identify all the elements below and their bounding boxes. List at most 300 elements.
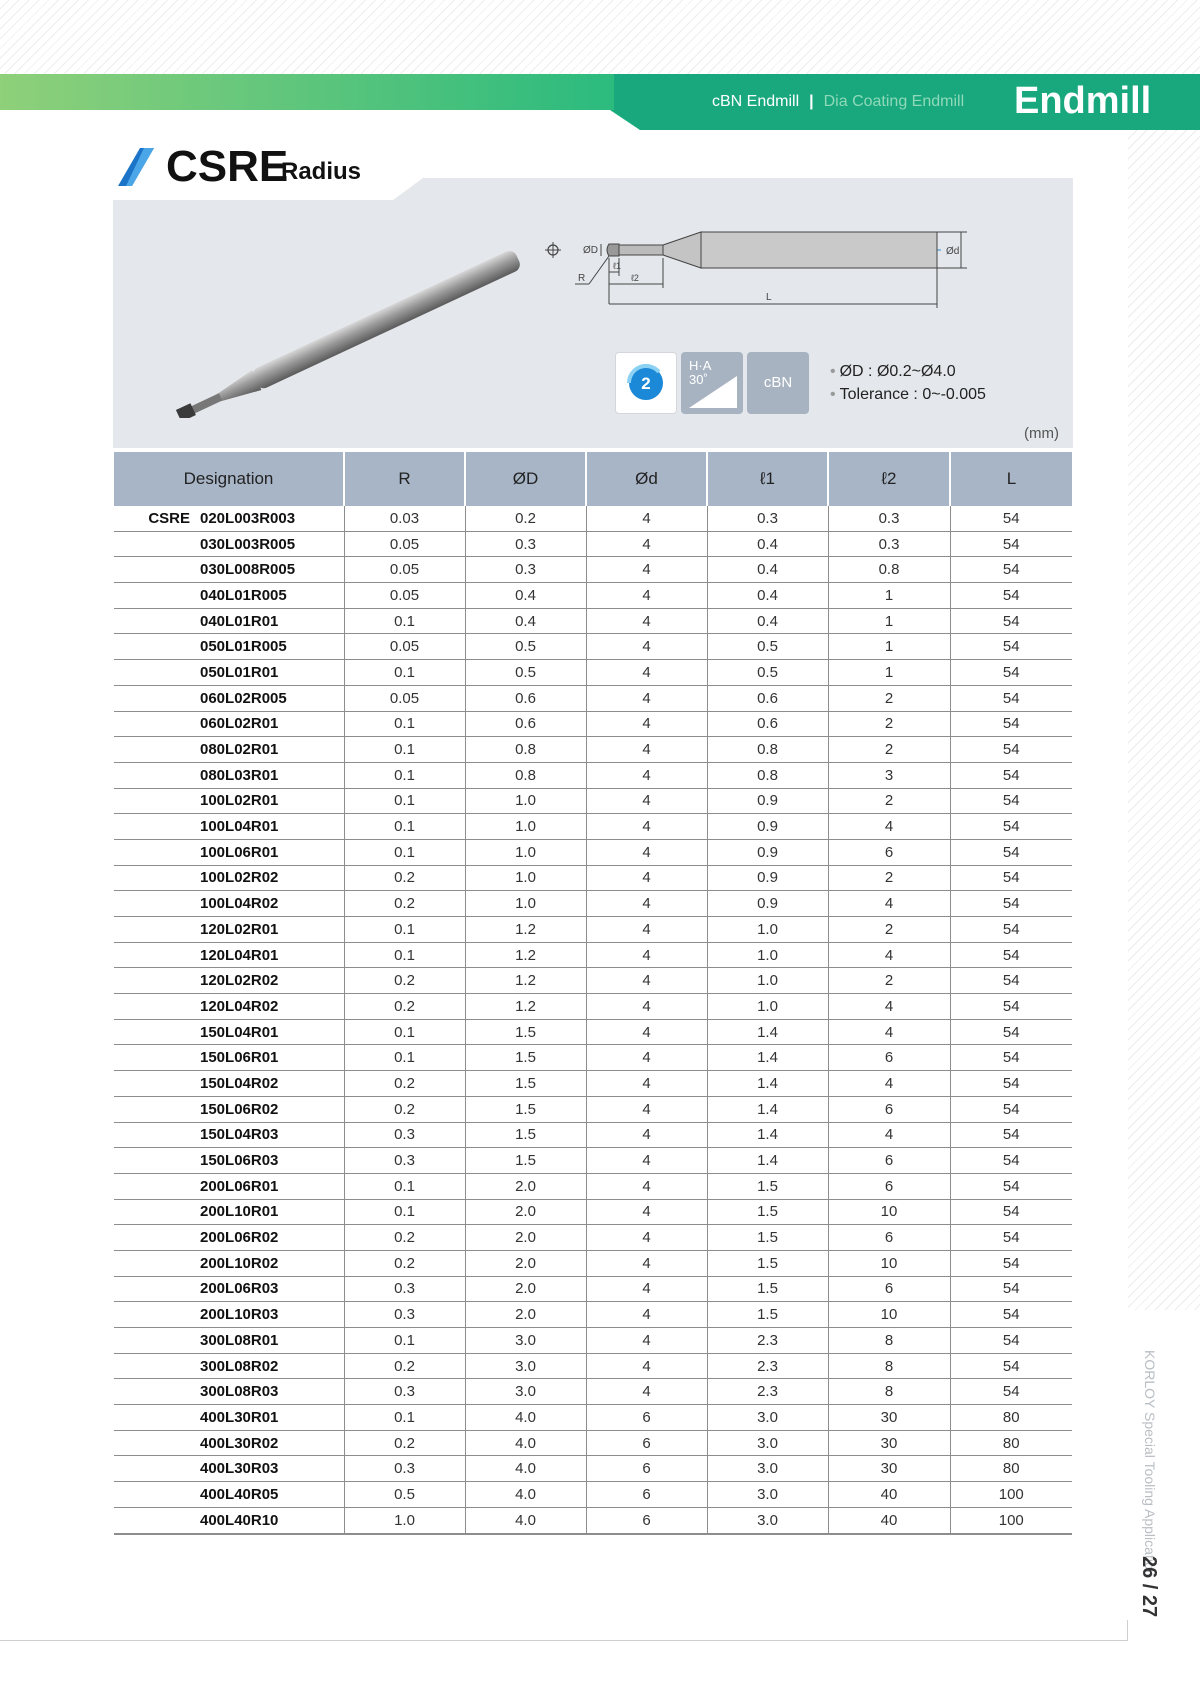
r-value: 0.2 — [344, 1225, 465, 1251]
designation-code: 200L06R02 — [200, 1229, 279, 1247]
designation-prefix: CSRE — [148, 509, 190, 527]
shank-diameter-value: 4 — [586, 634, 707, 660]
l1-value: 3.0 — [707, 1507, 828, 1533]
head-diameter-value: 0.4 — [465, 583, 586, 609]
designation-cell — [114, 506, 344, 531]
designation-code: 120L04R01 — [200, 946, 279, 964]
flute-count-badge — [615, 352, 677, 414]
side-brand-text: KORLOY Special Tooling Application — [1142, 1350, 1158, 1578]
designation-cell — [114, 1250, 344, 1276]
designation-code: 400L30R02 — [200, 1434, 279, 1452]
shank-diameter-value: 4 — [586, 839, 707, 865]
l2-value: 6 — [828, 1148, 950, 1174]
head-diameter-value: 0.3 — [465, 531, 586, 557]
l1-value: 1.4 — [707, 1122, 828, 1148]
r-value: 0.1 — [344, 917, 465, 943]
l1-value: 3.0 — [707, 1430, 828, 1456]
table-row — [114, 1353, 1072, 1379]
table-row — [114, 788, 1072, 814]
side-hatch-pattern — [1128, 130, 1200, 1310]
l1-value: 3.0 — [707, 1456, 828, 1482]
r-value: 0.1 — [344, 1199, 465, 1225]
l2-value: 6 — [828, 839, 950, 865]
table-row — [114, 1019, 1072, 1045]
head-diameter-value: 3.0 — [465, 1379, 586, 1405]
length-value: 54 — [950, 1019, 1072, 1045]
length-value: 54 — [950, 1148, 1072, 1174]
length-value: 80 — [950, 1405, 1072, 1431]
shank-diameter-value: 4 — [586, 891, 707, 917]
designation-cell — [114, 814, 344, 840]
flute-count: 2 — [641, 374, 651, 393]
r-value: 0.3 — [344, 1302, 465, 1328]
two-flute-icon — [616, 353, 676, 413]
r-value: 0.2 — [344, 891, 465, 917]
head-diameter-value: 2.0 — [465, 1173, 586, 1199]
r-value: 0.1 — [344, 1405, 465, 1431]
shank-diameter-value: 4 — [586, 1379, 707, 1405]
head-diameter-value: 1.5 — [465, 1096, 586, 1122]
r-value: 0.2 — [344, 1096, 465, 1122]
length-value: 54 — [950, 814, 1072, 840]
table-row — [114, 1456, 1072, 1482]
shank-diameter-label: Ød — [946, 246, 960, 257]
l1-value: 0.6 — [707, 711, 828, 737]
table-row — [114, 762, 1072, 788]
length-value: 54 — [950, 1173, 1072, 1199]
shank-diameter-value: 4 — [586, 1225, 707, 1251]
l1-value: 1.5 — [707, 1173, 828, 1199]
designation-code: 300L08R02 — [200, 1357, 279, 1375]
table-row — [114, 1482, 1072, 1508]
designation-code: 100L02R01 — [200, 792, 279, 810]
length-value: 54 — [950, 557, 1072, 583]
designation-code: 200L06R03 — [200, 1280, 279, 1298]
l1-value: 0.9 — [707, 865, 828, 891]
shank-diameter-value: 4 — [586, 1353, 707, 1379]
l1-value: 0.6 — [707, 685, 828, 711]
designation-code: 400L40R05 — [200, 1485, 279, 1503]
head-diameter-value: 0.5 — [465, 660, 586, 686]
designation-cell — [114, 557, 344, 583]
length-value: 54 — [950, 994, 1072, 1020]
l2-value: 1 — [828, 660, 950, 686]
designation-cell — [114, 1019, 344, 1045]
head-diameter-value: 1.5 — [465, 1071, 586, 1097]
head-diameter-value: 4.0 — [465, 1405, 586, 1431]
length-value: 54 — [950, 1276, 1072, 1302]
r-value: 0.1 — [344, 1173, 465, 1199]
shank-diameter-value: 4 — [586, 1276, 707, 1302]
table-row — [114, 1071, 1072, 1097]
head-diameter-value: 4.0 — [465, 1482, 586, 1508]
l1-value: 1.4 — [707, 1148, 828, 1174]
shank-diameter-value: 4 — [586, 917, 707, 943]
designation-code: 120L02R02 — [200, 972, 279, 990]
shank-diameter-value: 4 — [586, 1019, 707, 1045]
l2-value: 10 — [828, 1250, 950, 1276]
l2-value: 0.3 — [828, 531, 950, 557]
l1-value: 2.3 — [707, 1328, 828, 1354]
spec-list — [830, 360, 986, 406]
shank-diameter-value: 4 — [586, 1173, 707, 1199]
helix-angle-icon — [681, 352, 743, 414]
designation-cell — [114, 788, 344, 814]
l1-value: 1.0 — [707, 942, 828, 968]
spec-tolerance: • Tolerance : 0~-0.005 — [830, 386, 986, 403]
head-diameter-value: 2.0 — [465, 1225, 586, 1251]
l2-value: 30 — [828, 1430, 950, 1456]
shank-diameter-value: 4 — [586, 1071, 707, 1097]
shank-diameter-value: 6 — [586, 1456, 707, 1482]
designation-code: 060L02R01 — [200, 715, 279, 733]
r-value: 0.2 — [344, 1250, 465, 1276]
designation-cell — [114, 839, 344, 865]
table-row — [114, 891, 1072, 917]
table-row — [114, 839, 1072, 865]
designation-table — [114, 452, 1072, 1535]
shank-diameter-value: 4 — [586, 1148, 707, 1174]
head-diameter-value: 0.8 — [465, 762, 586, 788]
l2-value: 1 — [828, 583, 950, 609]
shank-diameter-value: 4 — [586, 711, 707, 737]
length-value: 54 — [950, 762, 1072, 788]
table-row — [114, 814, 1072, 840]
designation-code: 080L03R01 — [200, 766, 279, 784]
length-value: 54 — [950, 1250, 1072, 1276]
table-row — [114, 1302, 1072, 1328]
table-row — [114, 917, 1072, 943]
head-diameter-value: 2.0 — [465, 1302, 586, 1328]
l2-value: 4 — [828, 942, 950, 968]
table-body — [114, 506, 1072, 1534]
designation-cell — [114, 685, 344, 711]
l1-value: 2.3 — [707, 1353, 828, 1379]
table-row — [114, 1148, 1072, 1174]
head-diameter-value: 1.5 — [465, 1122, 586, 1148]
head-diameter-value: 0.5 — [465, 634, 586, 660]
l2-value: 2 — [828, 685, 950, 711]
designation-cell — [114, 634, 344, 660]
spec-diameter-range: • ØD : Ø0.2~Ø4.0 — [830, 363, 956, 380]
table-row — [114, 1045, 1072, 1071]
length-value: 54 — [950, 1302, 1072, 1328]
table-row — [114, 531, 1072, 557]
shank-diameter-value: 4 — [586, 660, 707, 686]
length-value: 54 — [950, 634, 1072, 660]
material-badge: cBN — [747, 352, 809, 414]
l1-value: 1.4 — [707, 1019, 828, 1045]
designation-cell — [114, 1199, 344, 1225]
designation-cell — [114, 1148, 344, 1174]
l2-value: 4 — [828, 1071, 950, 1097]
length-value: 54 — [950, 1328, 1072, 1354]
l2-label: ℓ2 — [631, 273, 639, 283]
length-label: L — [766, 292, 772, 303]
r-value: 0.3 — [344, 1456, 465, 1482]
length-value: 54 — [950, 788, 1072, 814]
shank-diameter-value: 4 — [586, 968, 707, 994]
table-row — [114, 634, 1072, 660]
l2-value: 4 — [828, 814, 950, 840]
designation-cell — [114, 1302, 344, 1328]
length-value: 54 — [950, 1122, 1072, 1148]
length-value: 54 — [950, 1199, 1072, 1225]
top-hatch-pattern — [0, 0, 1200, 74]
shank-diameter-value: 4 — [586, 1045, 707, 1071]
l1-value: 2.3 — [707, 1379, 828, 1405]
r-value: 0.1 — [344, 942, 465, 968]
designation-cell — [114, 1405, 344, 1431]
designation-code: 120L02R01 — [200, 920, 279, 938]
l1-value: 3.0 — [707, 1405, 828, 1431]
designation-cell — [114, 942, 344, 968]
designation-cell — [114, 1507, 344, 1533]
table-row — [114, 660, 1072, 686]
l2-value: 40 — [828, 1507, 950, 1533]
designation-cell — [114, 994, 344, 1020]
length-value: 54 — [950, 1379, 1072, 1405]
shank-diameter-value: 4 — [586, 531, 707, 557]
shank-diameter-value: 4 — [586, 1122, 707, 1148]
head-diameter-value: 0.8 — [465, 737, 586, 763]
col-l2: ℓ2 — [828, 452, 950, 506]
head-diameter-value: 1.2 — [465, 994, 586, 1020]
table-row — [114, 1250, 1072, 1276]
r-value: 0.1 — [344, 762, 465, 788]
designation-code: 400L30R01 — [200, 1408, 279, 1426]
l1-value: 1.5 — [707, 1276, 828, 1302]
r-value: 0.05 — [344, 634, 465, 660]
table-row — [114, 737, 1072, 763]
length-value: 54 — [950, 506, 1072, 531]
head-diameter-value: 0.4 — [465, 608, 586, 634]
r-value: 0.2 — [344, 994, 465, 1020]
l2-value: 3 — [828, 762, 950, 788]
l1-value: 1.5 — [707, 1250, 828, 1276]
breadcrumb-separator: | — [809, 93, 814, 110]
length-value: 54 — [950, 917, 1072, 943]
designation-code: 120L04R02 — [200, 997, 279, 1015]
l1-value: 1.5 — [707, 1302, 828, 1328]
l2-value: 40 — [828, 1482, 950, 1508]
product-image-panel — [113, 178, 1073, 448]
designation-code: 200L10R02 — [200, 1254, 279, 1272]
length-value: 54 — [950, 942, 1072, 968]
designation-cell — [114, 1353, 344, 1379]
l1-value: 0.5 — [707, 634, 828, 660]
r-value: 0.03 — [344, 506, 465, 531]
l1-value: 0.9 — [707, 891, 828, 917]
designation-code: 150L06R03 — [200, 1152, 279, 1170]
length-value: 54 — [950, 531, 1072, 557]
designation-cell — [114, 608, 344, 634]
designation-code: 100L04R01 — [200, 818, 279, 836]
page-section-title: Endmill — [1014, 80, 1152, 122]
r-value: 0.05 — [344, 557, 465, 583]
r-value: 0.1 — [344, 737, 465, 763]
shank-diameter-value: 4 — [586, 506, 707, 531]
category-cbn-endmill[interactable]: cBN Endmill — [712, 93, 800, 110]
product-subtitle: Radius — [281, 158, 362, 185]
r-value: 0.2 — [344, 865, 465, 891]
designation-code: 040L01R01 — [200, 612, 279, 630]
designation-code: 040L01R005 — [200, 586, 287, 604]
l2-value: 2 — [828, 788, 950, 814]
designation-code: 300L08R03 — [200, 1383, 279, 1401]
designation-code: 400L30R03 — [200, 1460, 279, 1478]
r-value: 0.05 — [344, 531, 465, 557]
radius-label: R — [578, 273, 586, 284]
length-value: 54 — [950, 1071, 1072, 1097]
shank-diameter-value: 4 — [586, 942, 707, 968]
head-diameter-value: 1.0 — [465, 865, 586, 891]
table-row — [114, 1225, 1072, 1251]
table-row — [114, 865, 1072, 891]
head-diameter-value: 1.5 — [465, 1148, 586, 1174]
designation-code: 100L06R01 — [200, 843, 279, 861]
helix-angle: 30˚ — [689, 372, 708, 387]
designation-code: 080L02R01 — [200, 741, 279, 759]
designation-cell — [114, 1122, 344, 1148]
shank-diameter-value: 4 — [586, 865, 707, 891]
shank-diameter-value: 4 — [586, 814, 707, 840]
designation-code: 050L01R005 — [200, 638, 287, 656]
l1-value: 0.3 — [707, 506, 828, 531]
length-value: 54 — [950, 583, 1072, 609]
l2-value: 30 — [828, 1405, 950, 1431]
l1-value: 0.4 — [707, 531, 828, 557]
table-row — [114, 994, 1072, 1020]
footer-corner-tick — [1127, 1620, 1128, 1641]
length-value: 54 — [950, 1225, 1072, 1251]
designation-cell — [114, 711, 344, 737]
designation-code: 030L008R005 — [200, 561, 296, 579]
length-value: 54 — [950, 865, 1072, 891]
l1-value: 0.4 — [707, 557, 828, 583]
header-breadcrumb — [712, 93, 964, 111]
length-value: 54 — [950, 711, 1072, 737]
designation-code: 150L06R02 — [200, 1100, 279, 1118]
l2-value: 6 — [828, 1096, 950, 1122]
table-row — [114, 583, 1072, 609]
page-number: 26 / 27 — [1138, 1556, 1160, 1618]
length-value: 54 — [950, 1045, 1072, 1071]
shank-diameter-value: 6 — [586, 1507, 707, 1533]
col-length: L — [950, 452, 1072, 506]
shank-diameter-value: 4 — [586, 994, 707, 1020]
l2-value: 6 — [828, 1276, 950, 1302]
l1-label: ℓ1 — [613, 261, 621, 271]
length-value: 54 — [950, 891, 1072, 917]
l2-value: 4 — [828, 1122, 950, 1148]
r-value: 0.1 — [344, 788, 465, 814]
r-value: 0.3 — [344, 1379, 465, 1405]
helix-label: H·A — [689, 358, 712, 373]
table-row — [114, 1276, 1072, 1302]
unit-label: (mm) — [1024, 425, 1059, 442]
dimension-drawing — [541, 216, 1011, 326]
shank-diameter-value: 4 — [586, 1328, 707, 1354]
category-dia-coating-endmill[interactable]: Dia Coating Endmill — [823, 93, 965, 110]
shank-diameter-value: 4 — [586, 557, 707, 583]
l1-value: 1.0 — [707, 968, 828, 994]
r-value: 0.1 — [344, 1019, 465, 1045]
head-diameter-value: 2.0 — [465, 1276, 586, 1302]
table-row — [114, 1379, 1072, 1405]
l1-value: 0.4 — [707, 583, 828, 609]
l2-value: 30 — [828, 1456, 950, 1482]
length-value: 54 — [950, 685, 1072, 711]
l1-value: 1.4 — [707, 1096, 828, 1122]
designation-cell — [114, 1456, 344, 1482]
shank-diameter-value: 4 — [586, 685, 707, 711]
head-diameter-value: 0.2 — [465, 506, 586, 531]
shank-diameter-value: 4 — [586, 788, 707, 814]
designation-cell — [114, 1379, 344, 1405]
table-row — [114, 1507, 1072, 1533]
l2-value: 1 — [828, 608, 950, 634]
l1-value: 0.4 — [707, 608, 828, 634]
designation-cell — [114, 1482, 344, 1508]
l1-value: 1.5 — [707, 1225, 828, 1251]
l2-value: 8 — [828, 1328, 950, 1354]
shank-diameter-value: 4 — [586, 1199, 707, 1225]
length-value: 80 — [950, 1430, 1072, 1456]
shank-diameter-value: 6 — [586, 1430, 707, 1456]
l2-value: 10 — [828, 1302, 950, 1328]
r-value: 0.2 — [344, 1430, 465, 1456]
shank-diameter-value: 6 — [586, 1482, 707, 1508]
l1-value: 3.0 — [707, 1482, 828, 1508]
l1-value: 1.4 — [707, 1045, 828, 1071]
head-diameter-value: 1.0 — [465, 788, 586, 814]
l1-value: 1.4 — [707, 1071, 828, 1097]
designation-code: 050L01R01 — [200, 663, 279, 681]
designation-code: 200L10R01 — [200, 1203, 279, 1221]
r-value: 0.1 — [344, 660, 465, 686]
table-row — [114, 557, 1072, 583]
helix-angle-badge — [681, 352, 743, 414]
head-diameter-value: 1.0 — [465, 814, 586, 840]
designation-cell — [114, 1276, 344, 1302]
length-value: 100 — [950, 1482, 1072, 1508]
l2-value: 1 — [828, 634, 950, 660]
shank-diameter-value: 4 — [586, 608, 707, 634]
designation-cell — [114, 1328, 344, 1354]
designation-cell — [114, 865, 344, 891]
designation-code: 100L04R02 — [200, 895, 279, 913]
designation-code: 200L06R01 — [200, 1177, 279, 1195]
r-value: 0.1 — [344, 608, 465, 634]
designation-cell — [114, 968, 344, 994]
head-diameter-value: 1.5 — [465, 1019, 586, 1045]
r-value: 0.05 — [344, 583, 465, 609]
r-value: 0.2 — [344, 1353, 465, 1379]
shank-diameter-value: 6 — [586, 1405, 707, 1431]
length-value: 54 — [950, 839, 1072, 865]
length-value: 54 — [950, 737, 1072, 763]
l1-value: 1.0 — [707, 917, 828, 943]
designation-code: 150L04R02 — [200, 1074, 279, 1092]
l2-value: 2 — [828, 865, 950, 891]
table-row — [114, 1430, 1072, 1456]
l1-value: 0.5 — [707, 660, 828, 686]
r-value: 0.1 — [344, 814, 465, 840]
designation-cell — [114, 737, 344, 763]
head-diameter-value: 2.0 — [465, 1250, 586, 1276]
footer-divider — [0, 1640, 1128, 1641]
